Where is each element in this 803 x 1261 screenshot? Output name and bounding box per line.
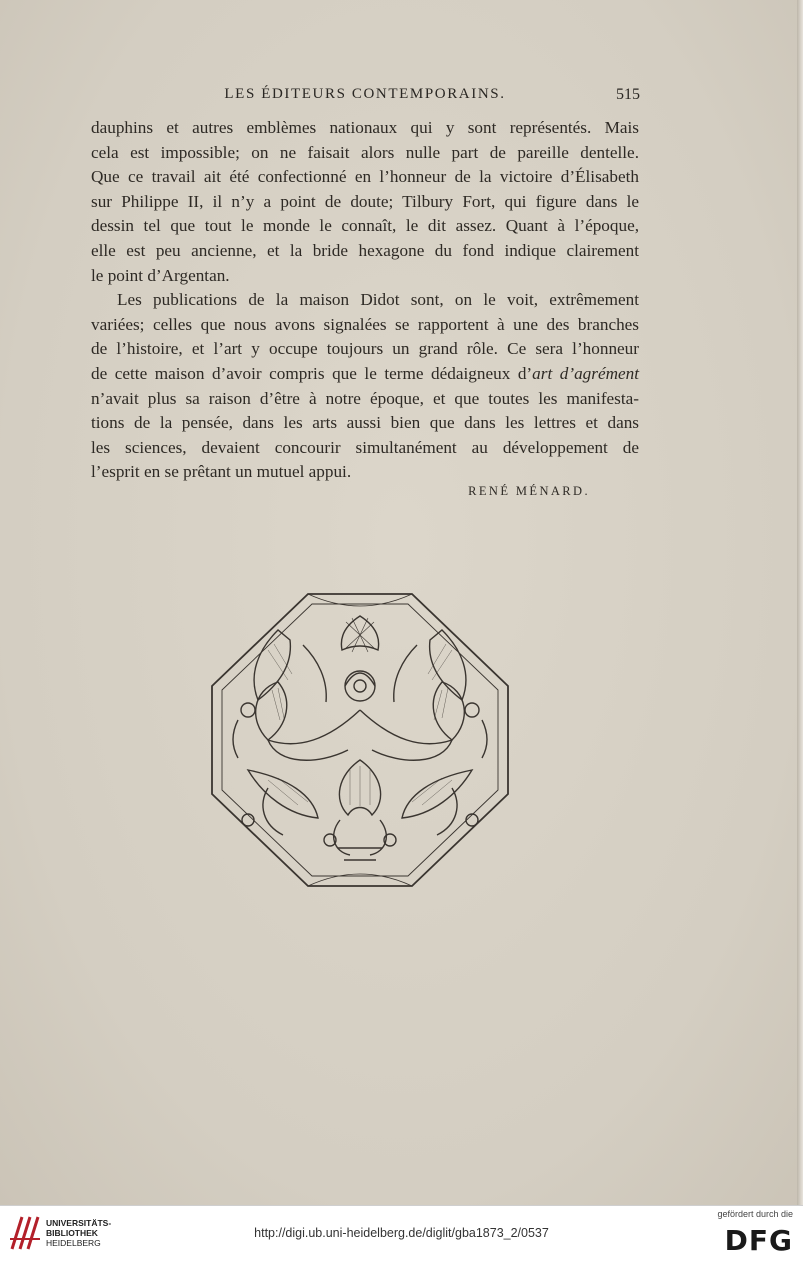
viewer-footer [0,1205,803,1261]
text-line: tions de la pensée, dans les arts aussi bien que dans les lettres et dans [91,413,639,433]
text-line: variées; celles que nous avons signalées se rapportent à une des branches [91,314,639,334]
text-line: n’avait plus sa raison d’être à notre époque, et que toutes les manifesta- [91,388,639,408]
funder-note: gefördert durch die [717,1209,793,1219]
text-line: l’esprit en se prêtant un mutuel appui. [91,462,352,482]
page-edge [797,0,803,1205]
running-head [90,86,640,108]
permalink[interactable]: http://digi.ub.uni-heidelberg.de/diglit/gba1873_2/0537 [254,1226,549,1240]
text-line: sur Philippe II, il n’y a point de doute; Tilbury Fort, qui figure dans le [91,191,639,211]
text-line: Les publications de la maison Didot sont, on le voit, extrêmement [117,290,639,310]
text-line: dauphins et autres emblèmes nationaux qui y sont représentés. Mais [91,118,639,137]
text-line: le point d’Argentan. [91,265,230,285]
author-signature: RENÉ MÉNARD. [468,484,590,498]
page-number: 515 [616,86,640,103]
octagonal-lace-ornament-icon [208,590,512,890]
text-line: dessin tel que tout le monde le connaît, le dit assez. Quant à l’époque, [91,216,639,236]
text-line: de l’histoire, et l’art y occupe toujours un grand rôle. Ce sera l’honneur [91,339,639,359]
text-line: elle est peu ancienne, et la bride hexagone du fond indique clairement [91,240,639,260]
text-line-start: de cette maison d’avoir compris que le terme dédaigneux d’ [91,363,533,383]
italic-phrase: art d’agrément [532,363,639,383]
library-name-line: UNIVERSITÄTS- [46,1218,112,1228]
text-line: cela est impossible; on ne faisait alors nulle part de pareille dentelle. [91,142,639,162]
running-title: LES ÉDITEURS CONTEMPORAINS. [224,86,506,102]
body-text [91,116,639,485]
text-line: Que ce travail ait été confectionné en l’honneur de la victoire d’Élisabeth [91,167,639,187]
text-line: les sciences, devaient concourir simultanément au développement de [91,437,639,457]
text-line-with-italic [91,362,639,387]
dfg-logo: DFG [724,1224,793,1257]
library-name-line: BIBLIOTHEK [46,1228,98,1238]
library-name-line: HEIDELBERG [46,1238,101,1248]
